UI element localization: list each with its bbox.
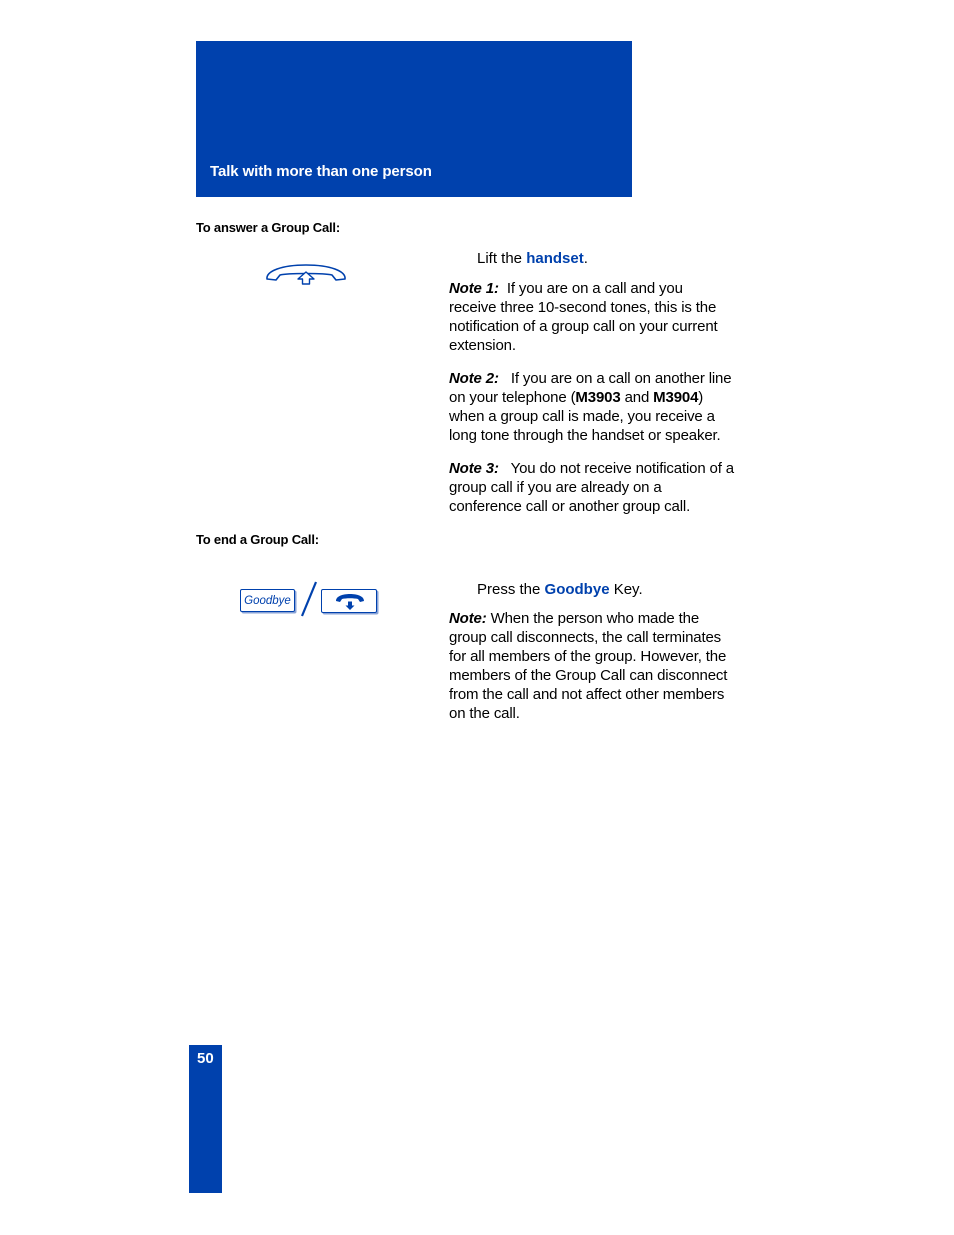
handset-on-hook-icon	[334, 593, 366, 611]
end-note-text: When the person who made the group call disconnects, the call terminates for all members of the group. However, the members of the Group Call can disconnect from the call and not affect other members on the call.	[449, 610, 728, 722]
note-2: Note 2: If you are on a call on another line on your telephone (M3903 and M3904) when a group call is made, you receive a long tone through the handset or speaker.	[449, 370, 732, 444]
answer-section-heading: To answer a Group Call:	[196, 220, 340, 235]
handset-keyword: handset	[526, 250, 584, 267]
note-3	[449, 459, 734, 516]
end-note	[449, 609, 734, 723]
note-3-label: Note 3:	[449, 460, 499, 477]
note-2-label: Note 2:	[449, 370, 499, 387]
lift-handset-instruction: Lift the handset.	[477, 250, 588, 267]
note-1-label: Note 1:	[449, 280, 499, 297]
handset-off-hook-icon	[264, 261, 348, 287]
page-title: Talk with more than one person	[210, 163, 432, 180]
header-banner	[196, 41, 632, 197]
end-note-label: Note:	[449, 610, 487, 627]
model-m3904: M3904	[653, 389, 699, 406]
release-key[interactable]	[321, 589, 377, 613]
note-1-text: If you are on a call and you receive three 10-second tones, this is the notification of a group call on your current extension.	[449, 280, 718, 354]
model-m3903: M3903	[575, 389, 621, 406]
note-3-text: You do not receive notification of a group call if you are already on a conference call or another group call.	[449, 460, 734, 515]
press-goodbye-instruction: Press the Goodbye Key.	[477, 581, 643, 598]
page-number: 50	[197, 1050, 214, 1067]
end-section-heading: To end a Group Call:	[196, 532, 319, 547]
goodbye-keyword: Goodbye	[544, 581, 610, 598]
slash-divider	[298, 580, 320, 618]
page-tab	[189, 1045, 222, 1193]
goodbye-key[interactable]: Goodbye	[240, 589, 295, 612]
note-1	[449, 279, 734, 355]
